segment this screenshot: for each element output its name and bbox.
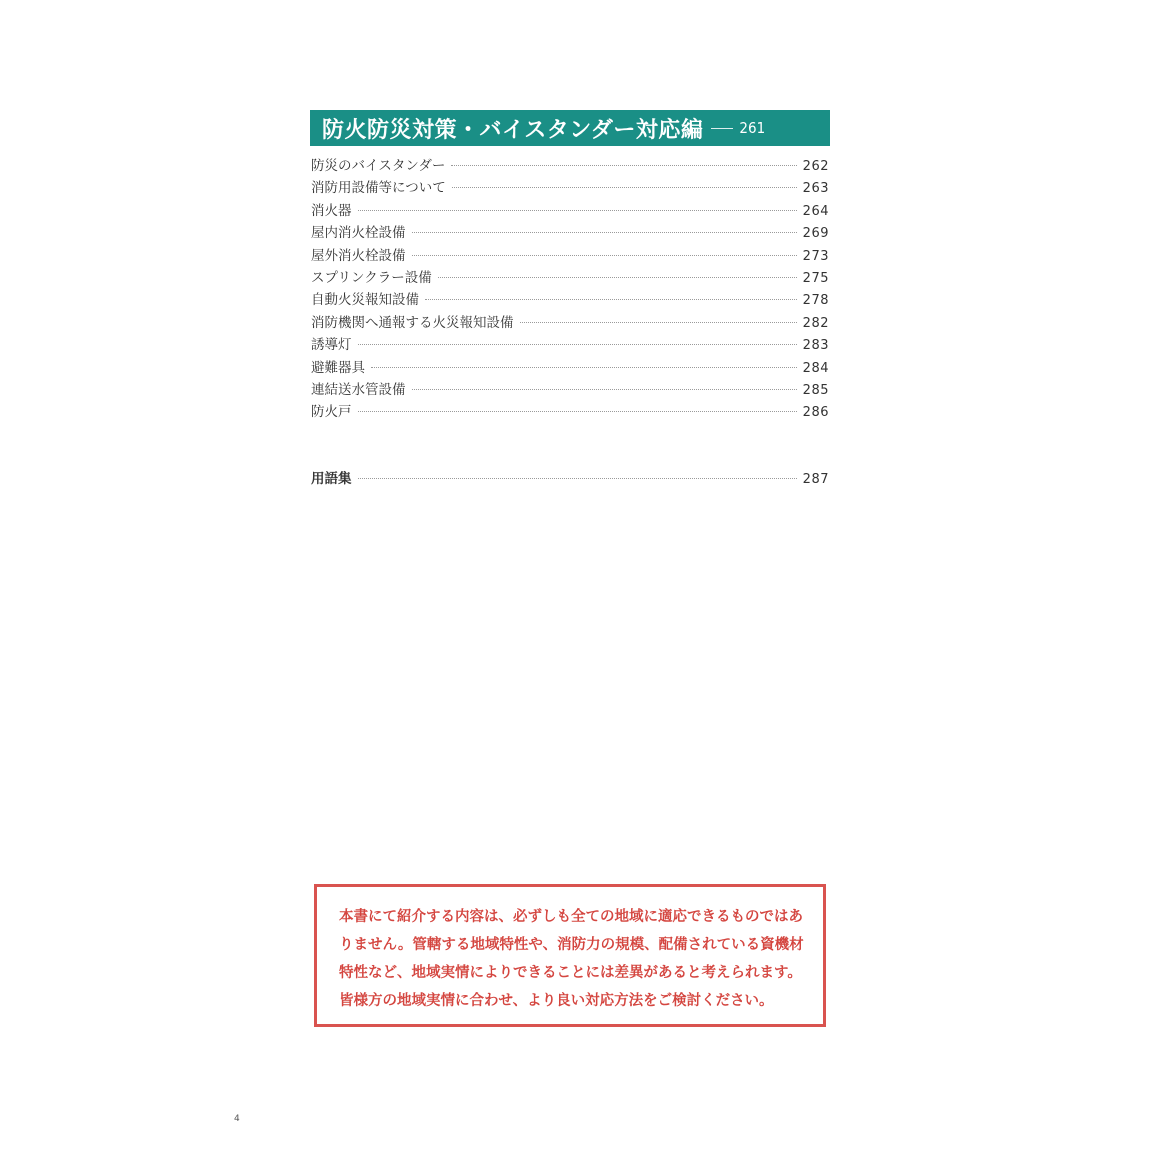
dot-leader — [451, 165, 796, 166]
notice-text: 本書にて紹介する内容は、必ずしも全ての地域に適応できるものではありません。管轄する地域特性や、消防力の規模、配備されている資機材特性など、地域実情によりできることには差異があると考えられます。皆様方の地域実情に合わせ、より良い対応方法をご検討ください。 — [339, 909, 804, 1009]
dot-leader — [358, 344, 797, 345]
toc-entry-page: 264 — [802, 203, 829, 219]
dot-leader — [412, 232, 797, 233]
toc-entry-page: 282 — [802, 315, 829, 331]
toc-entry-glossary[interactable] — [311, 468, 829, 490]
section-page-number: 261 — [739, 119, 766, 137]
toc-entry-page: 269 — [802, 226, 829, 242]
toc-entry[interactable] — [311, 267, 829, 289]
toc-entry-label: 屋外消火栓設備 — [311, 247, 406, 264]
toc-entry[interactable] — [311, 401, 829, 423]
glossary-page: 287 — [802, 472, 829, 487]
toc-entry-label: 消防用設備等について — [311, 180, 446, 197]
glossary-label: 用語集 — [311, 471, 352, 487]
dot-leader — [358, 411, 797, 412]
toc-entry-label: 自動火災報知設備 — [311, 292, 419, 309]
toc-entry[interactable] — [311, 312, 829, 334]
toc-entry-label: 屋内消火栓設備 — [311, 225, 406, 242]
toc-entry[interactable] — [311, 155, 829, 177]
toc-entry-label: 消防機関へ通報する火災報知設備 — [311, 314, 514, 331]
dot-leader — [358, 210, 797, 211]
toc-entry-label: 防災のバイスタンダー — [311, 158, 446, 174]
toc-entry-page: 278 — [802, 293, 829, 309]
toc-entry-label: スプリンクラー設備 — [311, 269, 432, 286]
toc-entry-label: 連結送水管設備 — [311, 381, 406, 398]
dot-leader — [412, 255, 797, 256]
toc-entry[interactable] — [311, 379, 829, 401]
toc-entry-page: 285 — [802, 382, 829, 398]
dot-leader — [520, 322, 797, 323]
toc-entry[interactable] — [311, 334, 829, 356]
toc-entry[interactable] — [311, 245, 829, 267]
toc-entry-label: 消火器 — [311, 202, 352, 219]
dot-leader — [358, 478, 797, 479]
dot-leader — [425, 299, 797, 300]
toc-entry-label: 避難器具 — [311, 359, 365, 376]
toc-entry-page: 286 — [802, 405, 829, 421]
dot-leader — [412, 389, 797, 390]
notice-box — [314, 884, 826, 1027]
section-title: 防火防災対策・バイスタンダー対応編 — [322, 117, 704, 143]
page-number: 4 — [234, 1114, 240, 1124]
table-of-contents — [311, 155, 829, 424]
toc-entry[interactable] — [311, 289, 829, 311]
toc-entry-page: 263 — [802, 181, 829, 197]
toc-entry-page: 275 — [802, 270, 829, 286]
section-leader-line — [711, 128, 733, 129]
section-header — [310, 110, 830, 146]
dot-leader — [452, 187, 797, 188]
toc-entry[interactable] — [311, 200, 829, 222]
dot-leader — [371, 367, 797, 368]
toc-entry-page: 273 — [802, 248, 829, 264]
toc-entry[interactable] — [311, 357, 829, 379]
toc-entry-page: 283 — [802, 338, 829, 354]
toc-entry[interactable] — [311, 222, 829, 244]
toc-entry-label: 誘導灯 — [311, 337, 352, 354]
toc-entry-page: 284 — [802, 360, 829, 376]
toc-entry-label: 防火戸 — [311, 404, 352, 421]
dot-leader — [438, 277, 797, 278]
toc-entry[interactable] — [311, 177, 829, 199]
toc-entry-page: 262 — [802, 159, 829, 174]
